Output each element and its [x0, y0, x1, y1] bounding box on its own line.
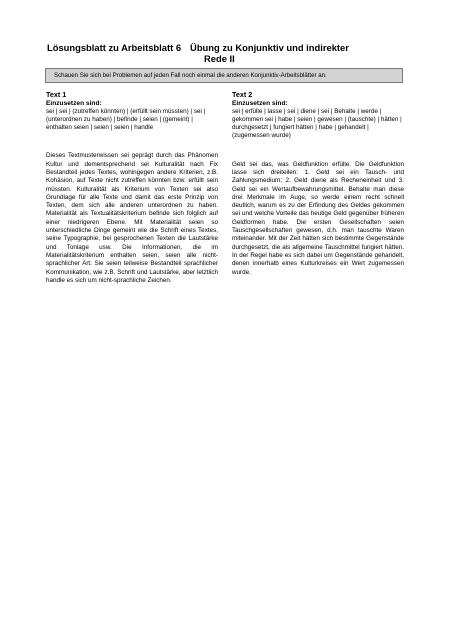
text-1-heading: Text 1	[46, 90, 67, 99]
topic-title-line1: Übung zu Konjunktiv und indirekter	[190, 42, 349, 53]
text-1-solution-text: Dieses Textmusterwissen sei geprägt durch das Phänomen Kultur und dementsprechend sei Kulturalität nach Fix Bestandteil jedes Textes, wohingegen andere Kriterien, z.B. Kohäsion, auf Texte nicht zutreffen könnten bzw. erfüllt sein müssten. Kulturalität als Kriterium von Texten sei also Grundlage für alle Texte und damit das erste Prinzip von Texten, dem sich alle anderen unterordnen zu haben. Materialität als Textualitätskriterium befinde sich folglich auf einer niedrigeren Ebene. Mit Materialität seien so unterschiedliche Dinge gemeint wie die Schrift eines Textes, seine Typographie, bei gesprochenen Texten die Lautstärke und Tonlage usw. Die Informationen, die im Materialitätskriterium enthalten seien, seien alle nicht-sprachlicher Art. Sie seien teilweise Bestandteil sprachlicher Kommunikation, wie z.B. Schrift und Lautstärke, aber letztlich handle es sich um nicht-sprachliche Zeichen.	[46, 152, 218, 284]
hint-box: Schauen Sie sich bei Problemen auf jeden Fall noch einmal die anderen Konjunktiv-Arbeitsblätter an.	[45, 68, 403, 83]
text-1-word-list: sei | sei | (zutreffen könnten) | (erfüllt sein müssten) | sei | (unterordnen zu haben) | befinde | seien | (gemeint) | enthalten seien | seien | seien | handle	[46, 107, 206, 132]
text-1-subheading: Einzusetzen sind:	[46, 99, 102, 107]
title-row	[47, 42, 417, 53]
text-2-column	[232, 91, 404, 277]
page-title	[47, 42, 417, 64]
text-1-column	[46, 91, 218, 285]
text-2-heading: Text 2	[232, 90, 253, 99]
text-2-subheading: Einzusetzen sind:	[232, 99, 288, 107]
text-2-word-list: sei | erfülle | lasse | sei | diene | sei | Behalte | werde | gekommen sei | habe | seien | gewesen | (tauschte) | hätten | durchgesetzt | fungiert hätten | habe | gehandelt | (zugemessen wurde)	[232, 107, 402, 140]
worksheet-title: Lösungsblatt zu Arbeitsblatt 6	[47, 42, 182, 53]
text-2-solution-text: Geld sei das, was Geldfunktion erfülle. Die Geldfunktion lasse sich dreiteilen: 1. Geld sei ein Tausch- und Zahlungsmedium; 2. Geld diene als Recheneinheit und 3. Geld sei ein Wertaufbewahrungsmittel. Behalte man diese drei Merkmale im Auge, so werde einem recht schnell deutlich, warum es zu der Erfindung des Geldes gekommen sei und welche Vorteile das heutige Geld gegenüber früheren Geldformen habe. Die ersten Gesellschaften seien Tauschgesellschaften gewesen, d.h. man tauschte Waren miteinander. Mit der Zeit hätten sich bestimmte Gegenstände durchgesetzt, die als allgemeine Tauschmittel fungiert hätten. In der Regel habe es sich dabei um Gegenstände gehandelt, denen innerhalb eines Kulturkreises ein Wert zugemessen wurde.	[232, 160, 404, 276]
topic-title-line2: Rede II	[204, 53, 235, 64]
